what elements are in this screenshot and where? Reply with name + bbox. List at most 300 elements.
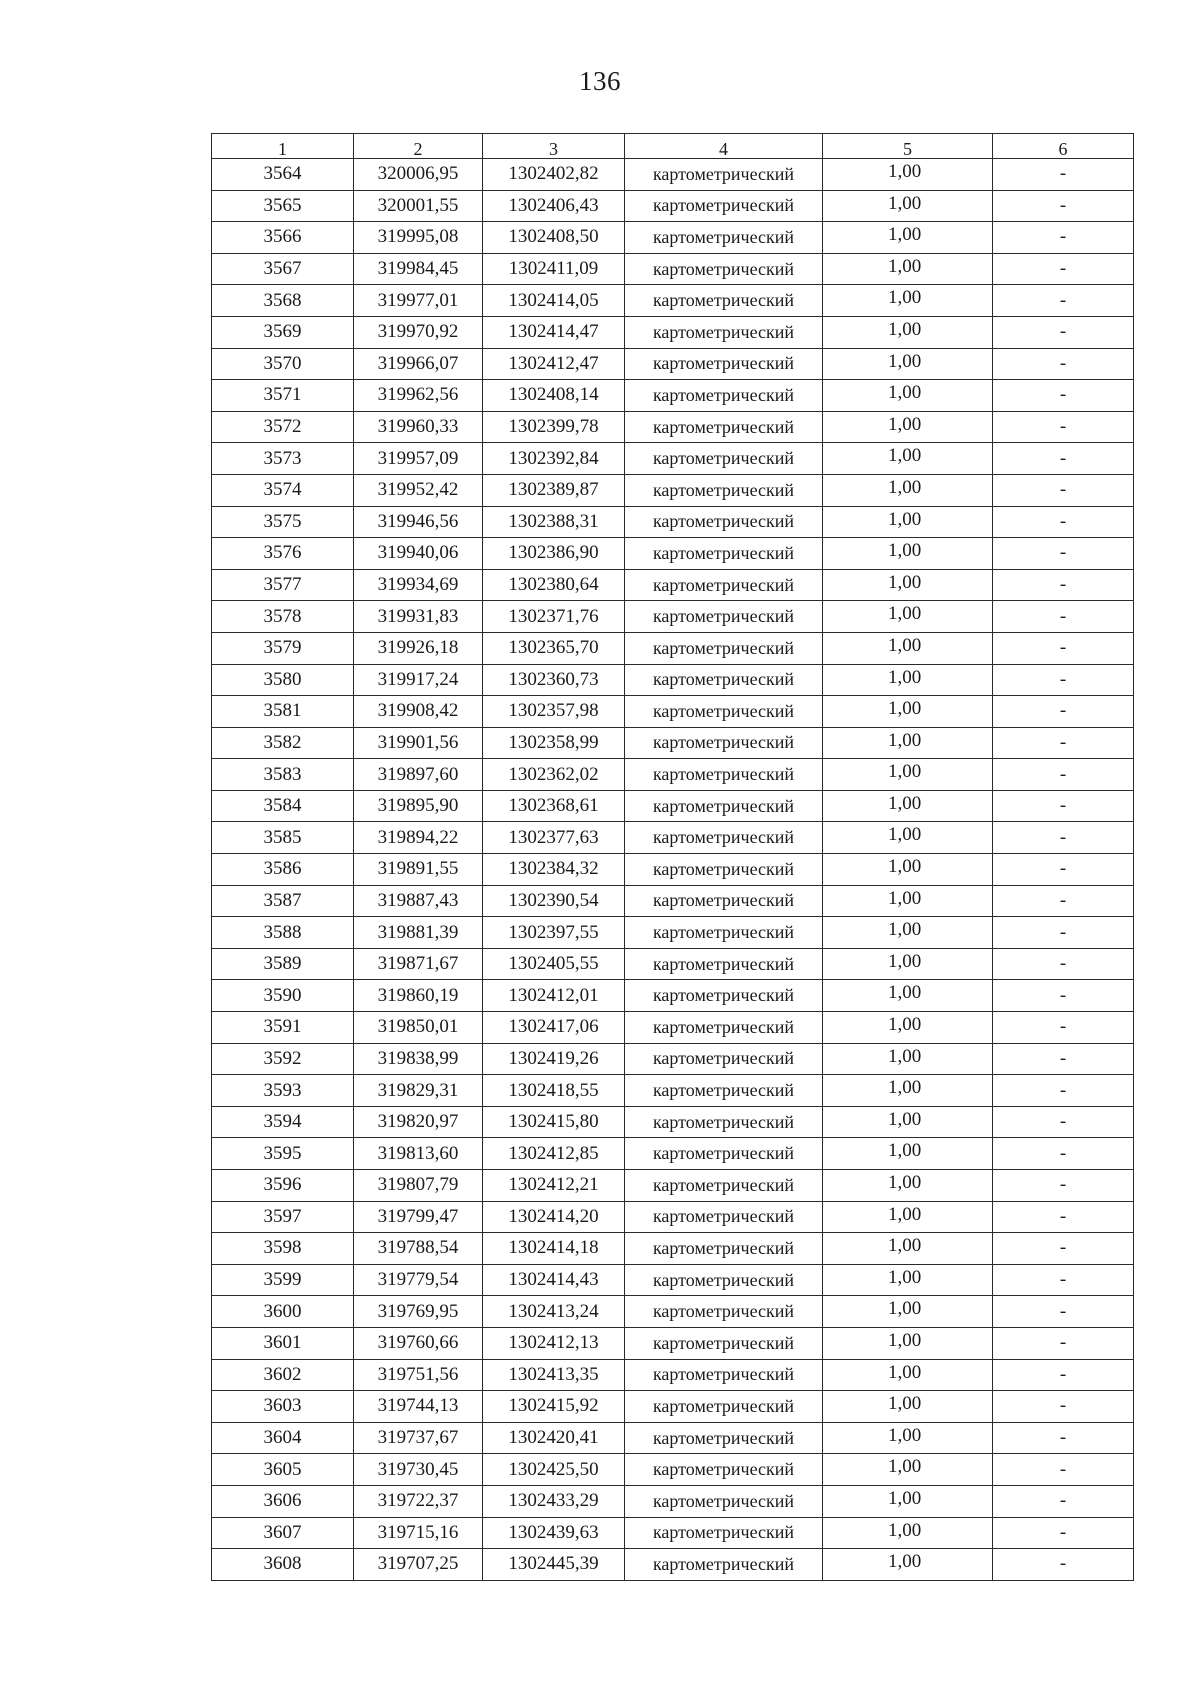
- table-row: [212, 632, 1134, 664]
- note-cell: -: [993, 316, 1134, 348]
- y-coordinate-cell: 1302384,32: [483, 854, 625, 886]
- x-coordinate-cell: 319960,33: [354, 411, 483, 443]
- accuracy-cell: 1,00: [823, 1549, 993, 1581]
- point-number-cell: 3585: [212, 822, 354, 854]
- note-cell: -: [993, 1043, 1134, 1075]
- accuracy-cell: 1,00: [823, 569, 993, 601]
- accuracy-cell: 1,00: [823, 1422, 993, 1454]
- table-row: [212, 474, 1134, 506]
- y-coordinate-cell: 1302402,82: [483, 159, 625, 191]
- note-cell: -: [993, 1359, 1134, 1391]
- y-coordinate-cell: 1302419,26: [483, 1043, 625, 1075]
- note-cell: -: [993, 917, 1134, 949]
- note-cell: -: [993, 1422, 1134, 1454]
- point-number-cell: 3607: [212, 1517, 354, 1549]
- point-number-cell: 3591: [212, 1012, 354, 1044]
- x-coordinate-cell: 319715,16: [354, 1517, 483, 1549]
- accuracy-cell: 1,00: [823, 948, 993, 980]
- note-cell: -: [993, 948, 1134, 980]
- table-row: [212, 1233, 1134, 1265]
- method-cell: картометрический: [625, 1549, 823, 1581]
- x-coordinate-cell: 319901,56: [354, 727, 483, 759]
- method-cell: картометрический: [625, 1170, 823, 1202]
- note-cell: -: [993, 885, 1134, 917]
- y-coordinate-cell: 1302412,01: [483, 980, 625, 1012]
- note-cell: -: [993, 1517, 1134, 1549]
- point-number-cell: 3573: [212, 443, 354, 475]
- point-number-cell: 3572: [212, 411, 354, 443]
- y-coordinate-cell: 1302425,50: [483, 1454, 625, 1486]
- x-coordinate-cell: 319769,95: [354, 1296, 483, 1328]
- table-row: [212, 380, 1134, 412]
- table-row: [212, 1170, 1134, 1202]
- note-cell: -: [993, 506, 1134, 538]
- column-header: 6: [993, 134, 1134, 159]
- x-coordinate-cell: 319897,60: [354, 759, 483, 791]
- x-coordinate-cell: 319820,97: [354, 1106, 483, 1138]
- method-cell: картометрический: [625, 1517, 823, 1549]
- method-cell: картометрический: [625, 727, 823, 759]
- accuracy-cell: 1,00: [823, 506, 993, 538]
- note-cell: -: [993, 569, 1134, 601]
- note-cell: -: [993, 1296, 1134, 1328]
- y-coordinate-cell: 1302408,50: [483, 222, 625, 254]
- accuracy-cell: 1,00: [823, 1106, 993, 1138]
- x-coordinate-cell: 320006,95: [354, 159, 483, 191]
- method-cell: картометрический: [625, 1264, 823, 1296]
- method-cell: картометрический: [625, 1043, 823, 1075]
- y-coordinate-cell: 1302439,63: [483, 1517, 625, 1549]
- y-coordinate-cell: 1302413,35: [483, 1359, 625, 1391]
- y-coordinate-cell: 1302411,09: [483, 253, 625, 285]
- table-row: [212, 1075, 1134, 1107]
- y-coordinate-cell: 1302365,70: [483, 632, 625, 664]
- y-coordinate-cell: 1302412,85: [483, 1138, 625, 1170]
- x-coordinate-cell: 319829,31: [354, 1075, 483, 1107]
- method-cell: картометрический: [625, 1201, 823, 1233]
- y-coordinate-cell: 1302377,63: [483, 822, 625, 854]
- table-body: [212, 159, 1134, 1581]
- x-coordinate-cell: 319730,45: [354, 1454, 483, 1486]
- table-row: [212, 1264, 1134, 1296]
- y-coordinate-cell: 1302386,90: [483, 538, 625, 570]
- method-cell: картометрический: [625, 822, 823, 854]
- y-coordinate-cell: 1302415,92: [483, 1391, 625, 1423]
- x-coordinate-cell: 319838,99: [354, 1043, 483, 1075]
- accuracy-cell: 1,00: [823, 411, 993, 443]
- table-row: [212, 1391, 1134, 1423]
- table-row: [212, 222, 1134, 254]
- method-cell: картометрический: [625, 348, 823, 380]
- x-coordinate-cell: 319850,01: [354, 1012, 483, 1044]
- table-row: [212, 790, 1134, 822]
- column-header: 3: [483, 134, 625, 159]
- x-coordinate-cell: 319707,25: [354, 1549, 483, 1581]
- note-cell: -: [993, 601, 1134, 633]
- note-cell: -: [993, 696, 1134, 728]
- accuracy-cell: 1,00: [823, 285, 993, 317]
- accuracy-cell: 1,00: [823, 632, 993, 664]
- note-cell: -: [993, 664, 1134, 696]
- table-row: [212, 506, 1134, 538]
- x-coordinate-cell: 319895,90: [354, 790, 483, 822]
- note-cell: -: [993, 285, 1134, 317]
- accuracy-cell: 1,00: [823, 696, 993, 728]
- y-coordinate-cell: 1302358,99: [483, 727, 625, 759]
- note-cell: -: [993, 1549, 1134, 1581]
- table-row: [212, 696, 1134, 728]
- method-cell: картометрический: [625, 917, 823, 949]
- x-coordinate-cell: 319887,43: [354, 885, 483, 917]
- accuracy-cell: 1,00: [823, 1296, 993, 1328]
- accuracy-cell: 1,00: [823, 190, 993, 222]
- method-cell: картометрический: [625, 980, 823, 1012]
- accuracy-cell: 1,00: [823, 790, 993, 822]
- note-cell: -: [993, 474, 1134, 506]
- point-number-cell: 3571: [212, 380, 354, 412]
- point-number-cell: 3564: [212, 159, 354, 191]
- accuracy-cell: 1,00: [823, 1233, 993, 1265]
- accuracy-cell: 1,00: [823, 1043, 993, 1075]
- point-number-cell: 3603: [212, 1391, 354, 1423]
- accuracy-cell: 1,00: [823, 222, 993, 254]
- accuracy-cell: 1,00: [823, 474, 993, 506]
- y-coordinate-cell: 1302433,29: [483, 1485, 625, 1517]
- y-coordinate-cell: 1302390,54: [483, 885, 625, 917]
- table-row: [212, 1043, 1134, 1075]
- x-coordinate-cell: 319760,66: [354, 1327, 483, 1359]
- x-coordinate-cell: 319891,55: [354, 854, 483, 886]
- accuracy-cell: 1,00: [823, 1170, 993, 1202]
- method-cell: картометрический: [625, 253, 823, 285]
- note-cell: -: [993, 190, 1134, 222]
- accuracy-cell: 1,00: [823, 1359, 993, 1391]
- y-coordinate-cell: 1302412,13: [483, 1327, 625, 1359]
- table-row: [212, 885, 1134, 917]
- table-row: [212, 854, 1134, 886]
- accuracy-cell: 1,00: [823, 1012, 993, 1044]
- method-cell: картометрический: [625, 664, 823, 696]
- y-coordinate-cell: 1302414,43: [483, 1264, 625, 1296]
- point-number-cell: 3602: [212, 1359, 354, 1391]
- table-row: [212, 348, 1134, 380]
- table-row: [212, 948, 1134, 980]
- method-cell: картометрический: [625, 411, 823, 443]
- table-row: [212, 316, 1134, 348]
- point-number-cell: 3578: [212, 601, 354, 633]
- point-number-cell: 3565: [212, 190, 354, 222]
- method-cell: картометрический: [625, 1485, 823, 1517]
- method-cell: картометрический: [625, 538, 823, 570]
- x-coordinate-cell: 319962,56: [354, 380, 483, 412]
- y-coordinate-cell: 1302371,76: [483, 601, 625, 633]
- note-cell: -: [993, 1138, 1134, 1170]
- table-header-row: [212, 134, 1134, 159]
- method-cell: картометрический: [625, 1138, 823, 1170]
- y-coordinate-cell: 1302445,39: [483, 1549, 625, 1581]
- table-row: [212, 1359, 1134, 1391]
- x-coordinate-cell: 319881,39: [354, 917, 483, 949]
- note-cell: -: [993, 1327, 1134, 1359]
- method-cell: картометрический: [625, 601, 823, 633]
- method-cell: картометрический: [625, 1233, 823, 1265]
- y-coordinate-cell: 1302408,14: [483, 380, 625, 412]
- method-cell: картометрический: [625, 443, 823, 475]
- y-coordinate-cell: 1302417,06: [483, 1012, 625, 1044]
- accuracy-cell: 1,00: [823, 348, 993, 380]
- table-row: [212, 1201, 1134, 1233]
- note-cell: -: [993, 1170, 1134, 1202]
- y-coordinate-cell: 1302399,78: [483, 411, 625, 443]
- method-cell: картометрический: [625, 885, 823, 917]
- accuracy-cell: 1,00: [823, 380, 993, 412]
- note-cell: -: [993, 1454, 1134, 1486]
- point-number-cell: 3568: [212, 285, 354, 317]
- x-coordinate-cell: 319807,79: [354, 1170, 483, 1202]
- method-cell: картометрический: [625, 222, 823, 254]
- table-row: [212, 727, 1134, 759]
- accuracy-cell: 1,00: [823, 822, 993, 854]
- point-number-cell: 3579: [212, 632, 354, 664]
- table-row: [212, 1454, 1134, 1486]
- table-row: [212, 253, 1134, 285]
- column-header: 5: [823, 134, 993, 159]
- method-cell: картометрический: [625, 285, 823, 317]
- accuracy-cell: 1,00: [823, 917, 993, 949]
- y-coordinate-cell: 1302406,43: [483, 190, 625, 222]
- x-coordinate-cell: 319946,56: [354, 506, 483, 538]
- table-row: [212, 285, 1134, 317]
- x-coordinate-cell: 319984,45: [354, 253, 483, 285]
- column-header: 2: [354, 134, 483, 159]
- point-number-cell: 3566: [212, 222, 354, 254]
- point-number-cell: 3587: [212, 885, 354, 917]
- note-cell: -: [993, 348, 1134, 380]
- accuracy-cell: 1,00: [823, 1485, 993, 1517]
- table-row: [212, 1327, 1134, 1359]
- point-number-cell: 3597: [212, 1201, 354, 1233]
- note-cell: -: [993, 790, 1134, 822]
- y-coordinate-cell: 1302362,02: [483, 759, 625, 791]
- method-cell: картометрический: [625, 854, 823, 886]
- x-coordinate-cell: 319957,09: [354, 443, 483, 475]
- table-row: [212, 822, 1134, 854]
- method-cell: картометрический: [625, 790, 823, 822]
- accuracy-cell: 1,00: [823, 1201, 993, 1233]
- point-number-cell: 3593: [212, 1075, 354, 1107]
- method-cell: картометрический: [625, 1296, 823, 1328]
- x-coordinate-cell: 320001,55: [354, 190, 483, 222]
- point-number-cell: 3583: [212, 759, 354, 791]
- note-cell: -: [993, 380, 1134, 412]
- accuracy-cell: 1,00: [823, 980, 993, 1012]
- page-number: 136: [579, 66, 621, 96]
- point-number-cell: 3575: [212, 506, 354, 538]
- y-coordinate-cell: 1302412,47: [483, 348, 625, 380]
- point-number-cell: 3582: [212, 727, 354, 759]
- method-cell: картометрический: [625, 1106, 823, 1138]
- y-coordinate-cell: 1302414,20: [483, 1201, 625, 1233]
- note-cell: -: [993, 1106, 1134, 1138]
- method-cell: картометрический: [625, 1075, 823, 1107]
- method-cell: картометрический: [625, 380, 823, 412]
- point-number-cell: 3576: [212, 538, 354, 570]
- accuracy-cell: 1,00: [823, 1391, 993, 1423]
- x-coordinate-cell: 319934,69: [354, 569, 483, 601]
- note-cell: -: [993, 411, 1134, 443]
- y-coordinate-cell: 1302414,05: [483, 285, 625, 317]
- method-cell: картометрический: [625, 948, 823, 980]
- note-cell: -: [993, 632, 1134, 664]
- table-row: [212, 1012, 1134, 1044]
- column-header: 4: [625, 134, 823, 159]
- y-coordinate-cell: 1302414,18: [483, 1233, 625, 1265]
- point-number-cell: 3584: [212, 790, 354, 822]
- x-coordinate-cell: 319952,42: [354, 474, 483, 506]
- point-number-cell: 3605: [212, 1454, 354, 1486]
- point-number-cell: 3606: [212, 1485, 354, 1517]
- accuracy-cell: 1,00: [823, 1138, 993, 1170]
- method-cell: картометрический: [625, 159, 823, 191]
- table-row: [212, 1485, 1134, 1517]
- table-row: [212, 159, 1134, 191]
- y-coordinate-cell: 1302392,84: [483, 443, 625, 475]
- note-cell: -: [993, 253, 1134, 285]
- x-coordinate-cell: 319894,22: [354, 822, 483, 854]
- method-cell: картометрический: [625, 1359, 823, 1391]
- table-row: [212, 917, 1134, 949]
- table-row: [212, 190, 1134, 222]
- note-cell: -: [993, 1201, 1134, 1233]
- accuracy-cell: 1,00: [823, 885, 993, 917]
- note-cell: -: [993, 1485, 1134, 1517]
- accuracy-cell: 1,00: [823, 1327, 993, 1359]
- point-number-cell: 3586: [212, 854, 354, 886]
- point-number-cell: 3589: [212, 948, 354, 980]
- point-number-cell: 3588: [212, 917, 354, 949]
- method-cell: картометрический: [625, 506, 823, 538]
- x-coordinate-cell: 319813,60: [354, 1138, 483, 1170]
- note-cell: -: [993, 822, 1134, 854]
- note-cell: -: [993, 1264, 1134, 1296]
- x-coordinate-cell: 319917,24: [354, 664, 483, 696]
- table-row: [212, 1422, 1134, 1454]
- table-row: [212, 1138, 1134, 1170]
- table-row: [212, 1106, 1134, 1138]
- accuracy-cell: 1,00: [823, 759, 993, 791]
- point-number-cell: 3608: [212, 1549, 354, 1581]
- note-cell: -: [993, 1012, 1134, 1044]
- point-number-cell: 3601: [212, 1327, 354, 1359]
- table-row: [212, 1517, 1134, 1549]
- accuracy-cell: 1,00: [823, 601, 993, 633]
- method-cell: картометрический: [625, 190, 823, 222]
- method-cell: картометрический: [625, 1454, 823, 1486]
- table-row: [212, 759, 1134, 791]
- point-number-cell: 3598: [212, 1233, 354, 1265]
- note-cell: -: [993, 980, 1134, 1012]
- accuracy-cell: 1,00: [823, 443, 993, 475]
- y-coordinate-cell: 1302368,61: [483, 790, 625, 822]
- x-coordinate-cell: 319977,01: [354, 285, 483, 317]
- table-row: [212, 1549, 1134, 1581]
- point-number-cell: 3570: [212, 348, 354, 380]
- note-cell: -: [993, 443, 1134, 475]
- point-number-cell: 3580: [212, 664, 354, 696]
- x-coordinate-cell: 319860,19: [354, 980, 483, 1012]
- note-cell: -: [993, 222, 1134, 254]
- x-coordinate-cell: 319995,08: [354, 222, 483, 254]
- note-cell: -: [993, 538, 1134, 570]
- note-cell: -: [993, 1391, 1134, 1423]
- method-cell: картометрический: [625, 1422, 823, 1454]
- point-number-cell: 3592: [212, 1043, 354, 1075]
- note-cell: -: [993, 1233, 1134, 1265]
- point-number-cell: 3599: [212, 1264, 354, 1296]
- y-coordinate-cell: 1302405,55: [483, 948, 625, 980]
- point-number-cell: 3604: [212, 1422, 354, 1454]
- y-coordinate-cell: 1302414,47: [483, 316, 625, 348]
- table-row: [212, 443, 1134, 475]
- method-cell: картометрический: [625, 1012, 823, 1044]
- column-header: 1: [212, 134, 354, 159]
- x-coordinate-cell: 319908,42: [354, 696, 483, 728]
- x-coordinate-cell: 319744,13: [354, 1391, 483, 1423]
- accuracy-cell: 1,00: [823, 253, 993, 285]
- accuracy-cell: 1,00: [823, 664, 993, 696]
- accuracy-cell: 1,00: [823, 316, 993, 348]
- point-number-cell: 3600: [212, 1296, 354, 1328]
- x-coordinate-cell: 319940,06: [354, 538, 483, 570]
- accuracy-cell: 1,00: [823, 727, 993, 759]
- y-coordinate-cell: 1302357,98: [483, 696, 625, 728]
- point-number-cell: 3596: [212, 1170, 354, 1202]
- method-cell: картометрический: [625, 632, 823, 664]
- accuracy-cell: 1,00: [823, 159, 993, 191]
- table-row: [212, 664, 1134, 696]
- coordinates-table: [211, 133, 1134, 1581]
- table-row: [212, 538, 1134, 570]
- y-coordinate-cell: 1302380,64: [483, 569, 625, 601]
- accuracy-cell: 1,00: [823, 1264, 993, 1296]
- point-number-cell: 3574: [212, 474, 354, 506]
- method-cell: картометрический: [625, 759, 823, 791]
- point-number-cell: 3577: [212, 569, 354, 601]
- method-cell: картометрический: [625, 696, 823, 728]
- method-cell: картометрический: [625, 569, 823, 601]
- table-row: [212, 601, 1134, 633]
- table-row: [212, 980, 1134, 1012]
- x-coordinate-cell: 319751,56: [354, 1359, 483, 1391]
- point-number-cell: 3595: [212, 1138, 354, 1170]
- accuracy-cell: 1,00: [823, 854, 993, 886]
- y-coordinate-cell: 1302413,24: [483, 1296, 625, 1328]
- x-coordinate-cell: 319931,83: [354, 601, 483, 633]
- accuracy-cell: 1,00: [823, 1517, 993, 1549]
- method-cell: картометрический: [625, 316, 823, 348]
- x-coordinate-cell: 319966,07: [354, 348, 483, 380]
- accuracy-cell: 1,00: [823, 1454, 993, 1486]
- table-row: [212, 1296, 1134, 1328]
- note-cell: -: [993, 1075, 1134, 1107]
- point-number-cell: 3581: [212, 696, 354, 728]
- x-coordinate-cell: 319737,67: [354, 1422, 483, 1454]
- x-coordinate-cell: 319722,37: [354, 1485, 483, 1517]
- point-number-cell: 3594: [212, 1106, 354, 1138]
- note-cell: -: [993, 759, 1134, 791]
- y-coordinate-cell: 1302389,87: [483, 474, 625, 506]
- accuracy-cell: 1,00: [823, 1075, 993, 1107]
